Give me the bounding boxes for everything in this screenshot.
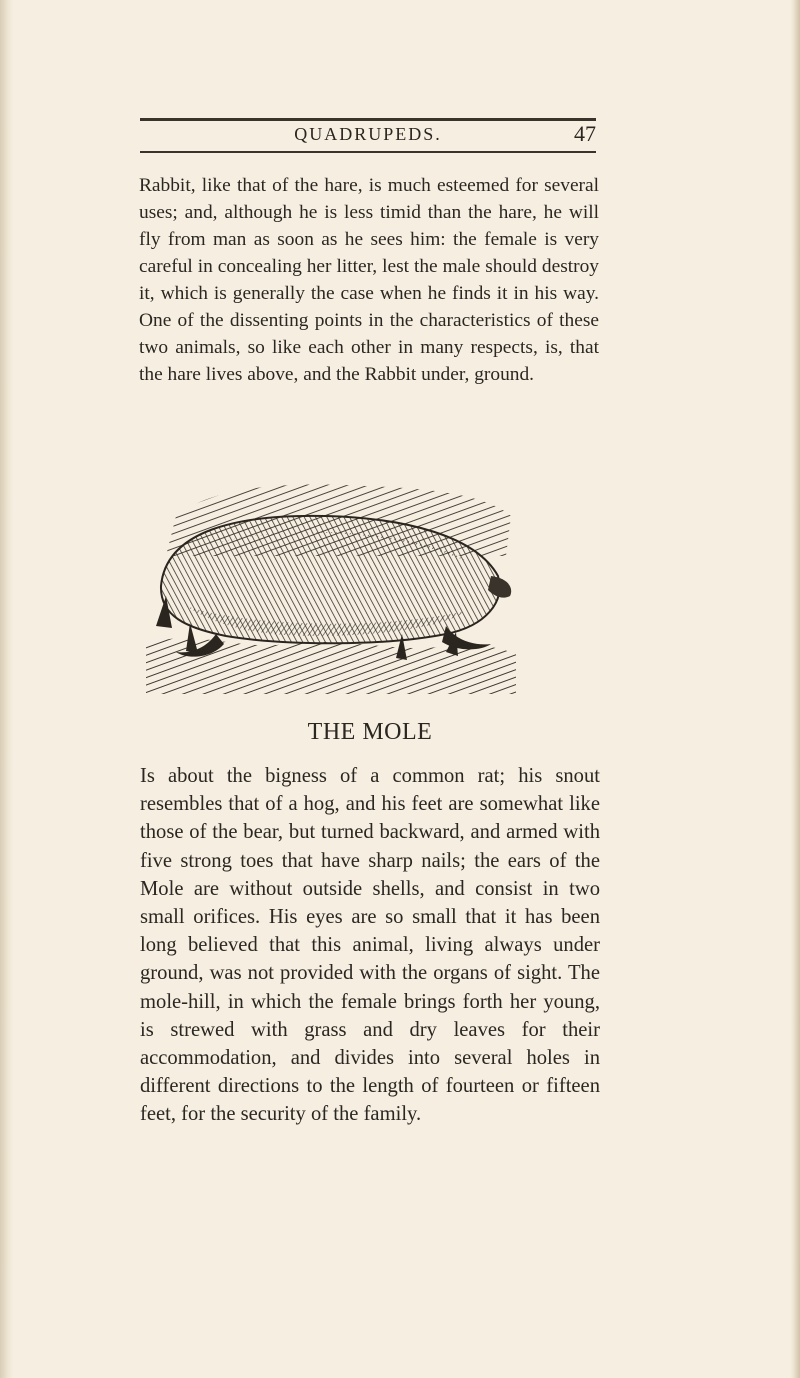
- mole-illustration: [146, 476, 516, 694]
- running-head: QUADRUPEDS.: [294, 124, 442, 144]
- header-rule-top: [140, 118, 596, 121]
- figure-caption: THE MOLE: [307, 719, 433, 745]
- page-edge-left: [0, 0, 14, 1378]
- header-rule-bottom: [140, 151, 596, 153]
- page-header: [140, 118, 596, 158]
- mole-engraving-icon: [146, 476, 516, 694]
- page-edge-right: [790, 0, 800, 1378]
- mole-paragraph: Is about the bigness of a common rat; his snout resembles that of a hog, and his feet are somewhat like those of the bear, but turned backward, and armed with five strong toes that have sharp nails; the ears of the Mole are without outside shells, and consist in two small orifices. His eyes are so small that it has been long believed that this animal, living always under ground, was not provided with the organs of sight. The mole-hill, in which the female brings forth her young, is strewed with grass and dry leaves for their accommodation, and divides into several holes in different directions to the length of fourteen or fifteen feet, for the security of the family.: [140, 765, 600, 1126]
- rabbit-paragraph: Rabbit, like that of the hare, is much esteemed for several uses; and, although he is less timid than the hare, he will fly from man as soon as he sees him: the female is very careful in concealing her litter, lest the male should destroy it, which is generally the case when he finds it in his way. One of the dissenting points in the characteristics of these two animals, so like each other in many respects, is, that the hare lives above, and the Rabbit under, ground.: [139, 175, 599, 385]
- page-number: 47: [574, 121, 596, 146]
